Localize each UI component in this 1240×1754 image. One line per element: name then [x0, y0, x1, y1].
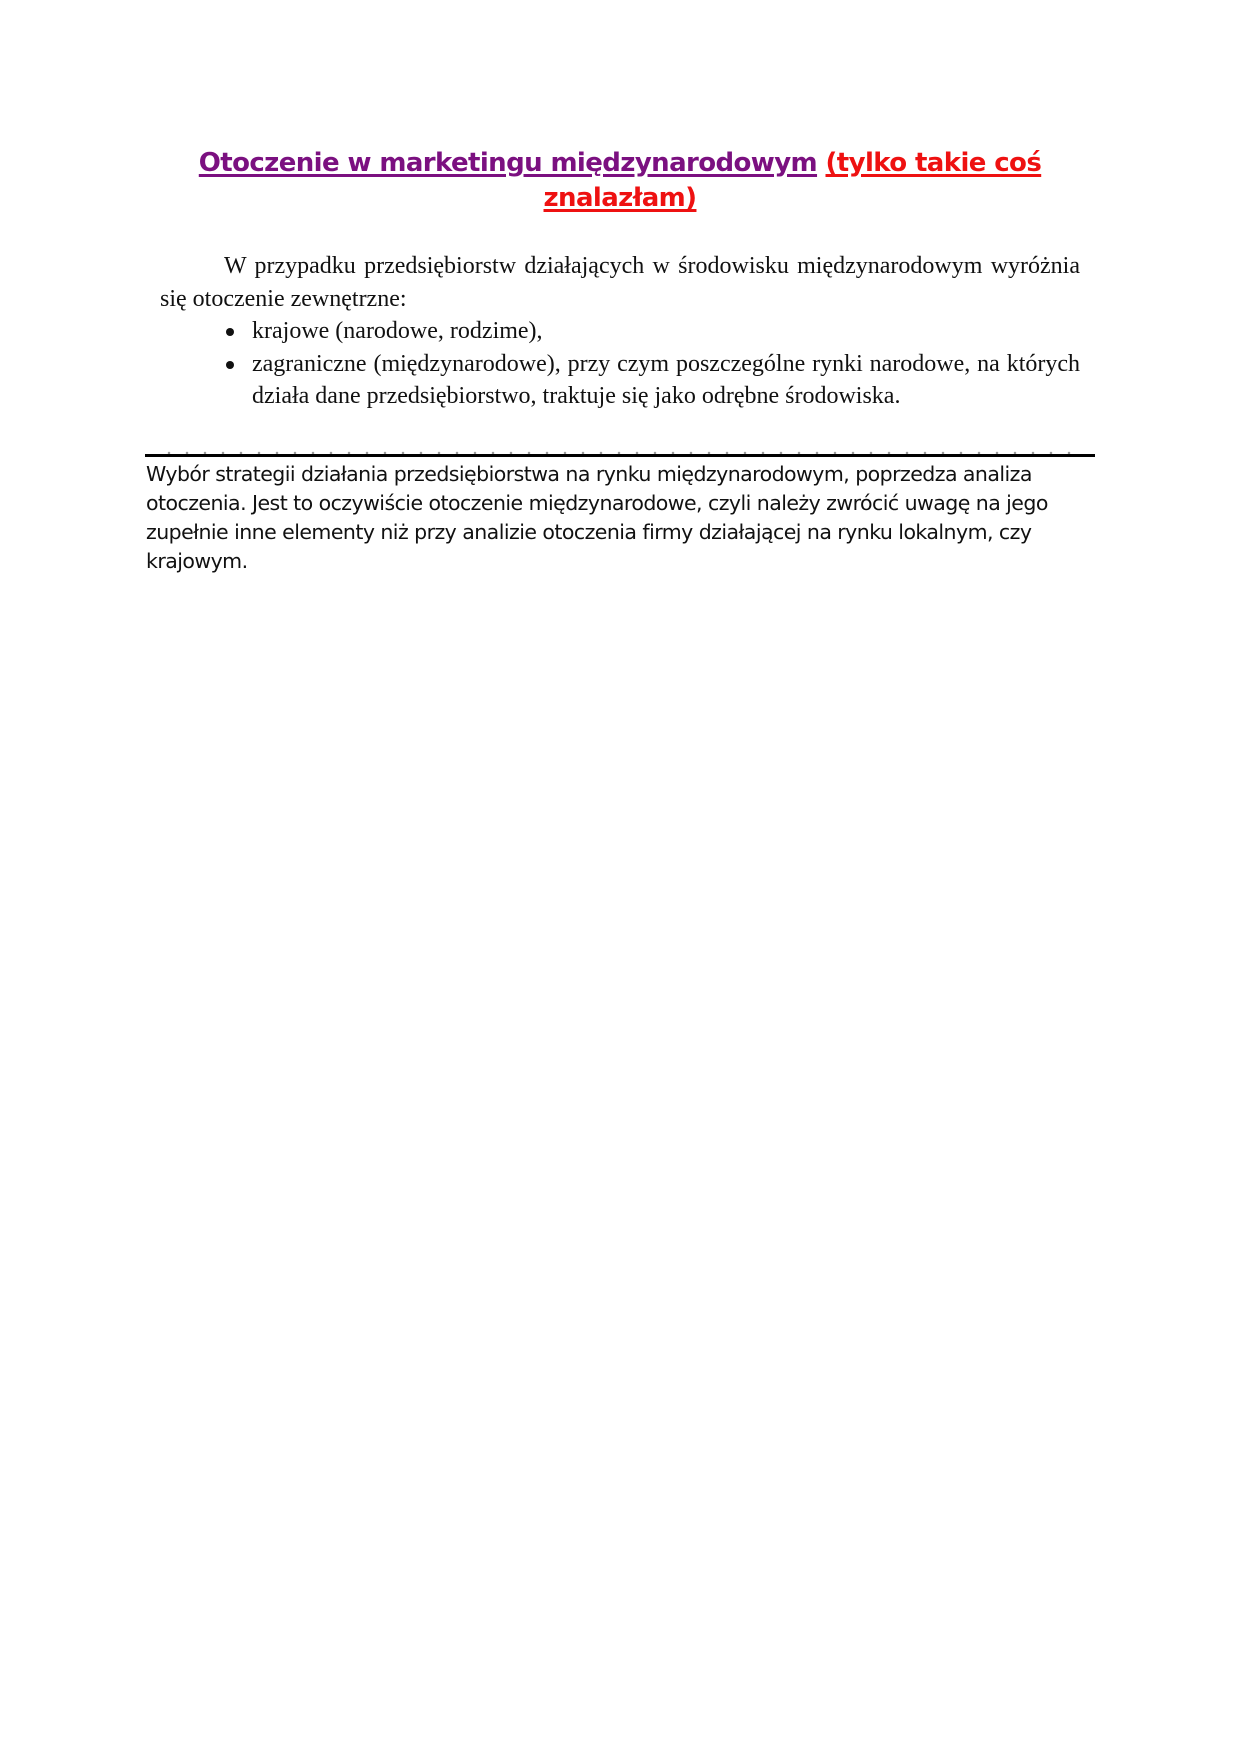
scanned-bullet-list	[160, 315, 1080, 413]
list-item-text: zagraniczne (międzynarodowe), przy czym poszczególne rynki narodowe, na których działa dane przedsiębiorstwo, traktuje się jako odrębne środowiska.	[252, 350, 1080, 409]
list-item-text: krajowe (narodowe, rodzime),	[252, 318, 543, 344]
list-item	[252, 348, 1080, 413]
bullet-icon	[226, 361, 234, 369]
title-main: Otoczenie w marketingu międzynarodowym	[198, 148, 818, 178]
body-paragraph: Wybór strategii działania przedsiębiorstwa na rynku międzynarodowym, poprzedza analiza otoczenia. Jest to oczywiście otoczenie międzynarodowe, czyli należy zwrócić uwagę na jego zupełnie inne elementy niż przy analizie otoczenia firmy działającej na rynku lokalnym, czy krajowym.	[146, 462, 1048, 573]
document-title	[150, 146, 1090, 216]
scanned-excerpt	[160, 250, 1080, 413]
list-item	[252, 315, 1080, 348]
scanned-intro: W przypadku przedsiębiorstw działających w środowisku międzynarodowym wyróżnia się otoczenie zewnętrzne:	[160, 253, 1080, 312]
bullet-icon	[226, 328, 234, 336]
horizontal-divider	[145, 454, 1095, 457]
title-note: (tylko takie coś znalazłam)	[543, 148, 1042, 213]
